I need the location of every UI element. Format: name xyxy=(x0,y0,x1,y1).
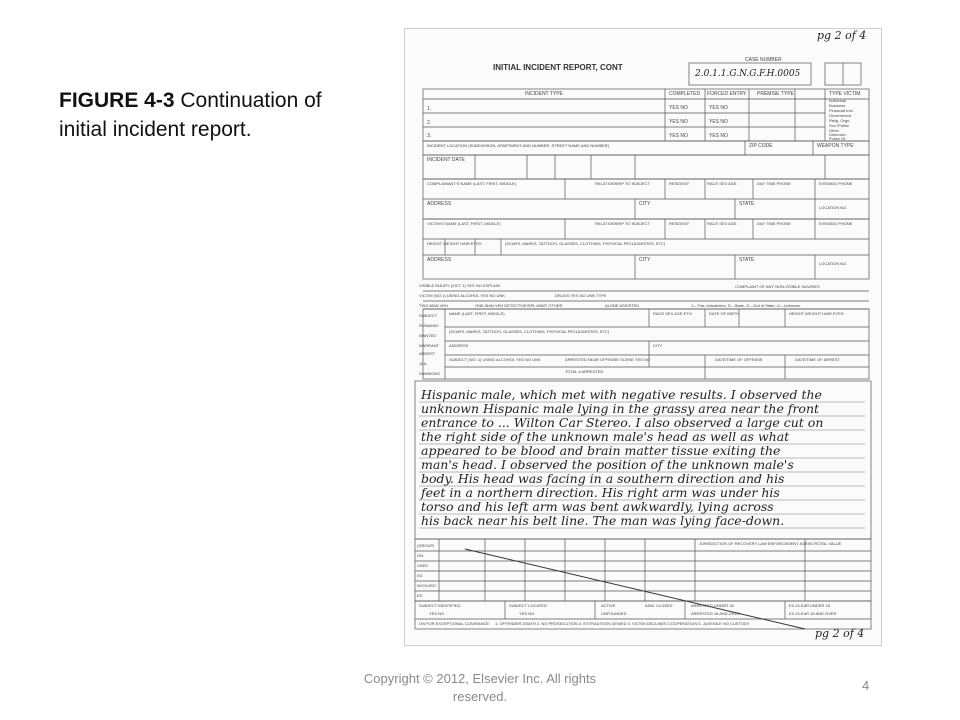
figure-label: FIGURE 4-3 xyxy=(59,89,175,112)
subject-marks-label: (SCARS, MARKS, TATTOOS, GLASSES, CLOTHING, PHYSICAL PECULIARITIES, ETC) xyxy=(449,329,610,334)
exceptional-clearance-label: ON FOR EXCEPTIONAL CLEARANCE: xyxy=(419,621,491,626)
complaint-invisible-label: COMPLAINT OF ANY NON-VISIBLE INJURIES xyxy=(735,284,820,289)
type-victim-header: TYPE VICTIM xyxy=(829,91,861,97)
row-number-1: 1. xyxy=(427,106,432,112)
figure-caption-text: Continuation of initial incident report. xyxy=(59,89,322,141)
complainant-race-sex-age: RACE SEX AGE xyxy=(707,181,737,186)
zip-code-label: ZIP CODE xyxy=(749,143,773,149)
victim-evening-phone-label: EVENING PHONE xyxy=(819,221,853,226)
incident-type-header: INCIDENT TYPE xyxy=(525,91,563,97)
visible-injury-label: VISIBLE INJURY (VICT 1) YES NO EXPLAIN xyxy=(419,283,500,288)
datetime-arrest-label: DATE/TIME OF ARREST xyxy=(795,357,840,362)
completed-header: COMPLETED xyxy=(669,91,701,97)
subject-located-label: SUBJECT LOCATED xyxy=(509,603,547,608)
scanned-report-image xyxy=(404,28,882,646)
warrant-label: WARRANT xyxy=(419,343,440,348)
arrested-under-label: ARRESTED UNDER 18 xyxy=(691,603,734,608)
left-label-group: (GROUP) xyxy=(417,543,435,548)
complainant-label: COMPLAINANT'S NAME (LAST, FIRST, MIDDLE) xyxy=(427,181,516,186)
page-marker-bottom: pg 2 of 4 xyxy=(815,627,865,640)
alone-assisted-label: ALONE ASSISTED xyxy=(605,303,640,308)
victim-resident-label: RESIDENT xyxy=(669,221,690,226)
type-victim-option-5: Relig. Orgn. xyxy=(829,118,851,123)
case-number-label: CASE NUMBER xyxy=(745,57,782,63)
victim-address-label: ADDRESS xyxy=(427,257,452,263)
type-victim-option-2: Business xyxy=(829,103,846,108)
unfounded-label: UNFOUNDED xyxy=(601,611,627,616)
narrative-line-5: appeared to be blood and brain matter tissue exiting the xyxy=(421,443,781,458)
forced-yes-no-3: YES NO xyxy=(709,133,728,139)
adm-closed-label: ADM. CLOSED xyxy=(645,603,673,608)
subject-race-sex-age-eth: RACE SEX AGE ETH xyxy=(653,311,692,316)
incident-location-label: INCIDENT LOCATION (SUBDIVISION, APARTMENT AND NUMBER, STREET NAME AND NUMBER) xyxy=(427,143,610,148)
narrative-line-2: unknown Hispanic male lying in the grassy area near the front xyxy=(421,401,820,416)
type-victim-option-3: Financial Inst. xyxy=(829,108,854,113)
subject-located-yes-no: YES NO xyxy=(519,611,535,616)
narrative-line-3: entrance to ... Wilton Car Stereo. I also observed a large cut on xyxy=(421,415,824,430)
type-victim-option-9: Police Of. xyxy=(829,136,847,141)
subject-label: SUBJECT xyxy=(419,313,438,318)
row-number-2: 2. xyxy=(427,120,432,126)
forced-entry-header: FORCED ENTRY xyxy=(707,91,747,97)
narrative-line-6: man's head. I observed the position of the unknown male's xyxy=(421,457,794,472)
form-lines xyxy=(405,29,881,645)
copyright-footer: Copyright © 2012, Elsevier Inc. All rights reserved. xyxy=(363,671,597,704)
arrest-label: ARREST xyxy=(419,351,436,356)
report-title: INITIAL INCIDENT REPORT, CONT xyxy=(493,63,623,72)
two-man-label: TWO-MAN VEH xyxy=(419,303,448,308)
victim-state-label: STATE xyxy=(739,257,755,263)
jail-label: JAIL xyxy=(419,361,428,366)
forced-yes-no-2: YES NO xyxy=(709,119,728,125)
victim-location-no-label: LOCATION NO. xyxy=(819,261,848,266)
victim-using-label: VICTIM (NO 1) USING ALCOHOL YES NO UNK xyxy=(419,293,506,298)
narrative-line-4: the right side of the unknown male's head as well as what xyxy=(421,429,790,444)
complainant-address-label: ADDRESS xyxy=(427,201,452,207)
completed-yes-no-3: YES NO xyxy=(669,133,688,139)
type-victim-option-1: Individual xyxy=(829,98,846,103)
type-victim-option-6: Soc./Public xyxy=(829,123,850,128)
type-victim-option-7: Other xyxy=(829,128,840,133)
complainant-evening-phone-label: EVENING PHONE xyxy=(819,181,853,186)
forced-yes-no-1: YES NO xyxy=(709,105,728,111)
arrested-near-label: ARRESTED NEAR OFFENSE SCENE YES NO xyxy=(565,357,651,362)
left-label-on: ON xyxy=(417,553,423,558)
subject-address-label: ADDRESS xyxy=(449,343,469,348)
complainant-resident-label: RESIDENT xyxy=(669,181,690,186)
row-number-3: 3. xyxy=(427,133,432,139)
active-label: ACTIVE xyxy=(601,603,616,608)
left-label-ed: ED xyxy=(417,573,423,578)
type-victim-option-4: Government xyxy=(829,113,852,118)
wanted-label: WANTED xyxy=(419,333,437,338)
complainant-state-label: STATE xyxy=(739,201,755,207)
subject-name-label: NAME (LAST, FIRST, MIDDLE) xyxy=(449,311,505,316)
subject-identified-label: SUBJECT IDENTIFIED xyxy=(419,603,461,608)
victim-day-phone-label: DAY TIME PHONE xyxy=(757,221,791,226)
completed-yes-no-1: YES NO xyxy=(669,105,688,111)
subject-height-weight-hair-eyes: HEIGHT WEIGHT HAIR EYES xyxy=(789,311,844,316)
premise-type-header: PREMISE TYPE xyxy=(757,91,794,97)
arrested-over-label: ARRESTED 18 AND OVER xyxy=(691,611,741,616)
victim-marks-label: (SCARS, MARKS, TATTOOS, GLASSES, CLOTHING, PHYSICAL PECULIARITIES, ETC) xyxy=(505,241,666,246)
drugs-label: DRUGS YES NO UNK TYPE xyxy=(555,293,607,298)
one-man-label: ONE-MAN VEH DETECTIVE/SPL ASMT OTHER xyxy=(475,303,563,308)
type-victim-option-8: Unknown xyxy=(829,132,846,137)
case-number: 2.0.1.1.G.N.G.F.H.0005 xyxy=(695,69,801,79)
left-label-ed-2: ED xyxy=(417,593,423,598)
complainant-day-phone-label: DAY TIME PHONE xyxy=(757,181,791,186)
total-arrested-label: TOTAL # ARRESTED xyxy=(565,369,604,374)
jurisdiction-recovery-label: JURISDICTION OF RECOVERY LAW ENFORCEMENT AGENCY xyxy=(699,541,817,546)
completed-yes-no-2: YES NO xyxy=(669,119,688,125)
left-label-involved: NVOLVED xyxy=(417,583,436,588)
page-marker-top: pg 2 of 4 xyxy=(817,29,867,42)
complainant-location-no-label: LOCATION NO. xyxy=(819,205,848,210)
victim-race-sex-age: RACE SEX AGE xyxy=(707,221,737,226)
narrative-line-1: Hispanic male, which met with negative results. I observed the xyxy=(421,387,822,402)
ex-clear-under-label: EX-CLEAR UNDER 18 xyxy=(789,603,830,608)
jurisdiction-legend: J—This Jurisdiction, S—State, O—Out of State, U—Unknown xyxy=(691,303,801,308)
incident-date-label: INCIDENT DATE xyxy=(427,157,465,163)
slide-number: 4 xyxy=(862,678,870,693)
runaway-label: RUNAWAY xyxy=(419,323,439,328)
victim-name-label: VICTIM'S NAME (LAST, FIRST, MIDDLE) xyxy=(427,221,501,226)
total-value-label: TOTAL VALUE xyxy=(815,541,842,546)
narrative-line-8: feet in a northern direction. His right arm was under his xyxy=(421,485,780,500)
figure-caption xyxy=(59,86,349,144)
subject-using-label: SUBJECT (NO. 1) USING ALCOHOL YES NO UNK xyxy=(449,357,541,362)
victim-height-weight-label: HEIGHT WEIGHT HAIR EYES xyxy=(427,241,482,246)
ex-clear-over-label: EX-CLEAR 18 AND OVER xyxy=(789,611,837,616)
narrative-line-7: body. His head was facing in a southern direction and his xyxy=(421,471,785,486)
complainant-relationship-label: RELATIONSHIP TO SUBJECT xyxy=(595,181,650,186)
victim-relationship-label: RELATIONSHIP TO SUBJECT xyxy=(595,221,650,226)
victim-city-label: CITY xyxy=(639,257,651,263)
weapon-type-label: WEAPON TYPE xyxy=(817,143,854,149)
narrative-line-9: torso and his left arm was bent awkwardly, lying across xyxy=(421,499,774,514)
complainant-city-label: CITY xyxy=(639,201,651,207)
subject-city-label: CITY xyxy=(653,343,663,348)
clearance-options: 1. OFFENDER DEATH 2. NO PROSECUTION 3. EXTRADITION DENIED 4. VICTIM DECLINES COOPERATION 5. JUVENILE NO CUSTODY xyxy=(495,621,750,626)
subject-date-of-birth: DATE OF BIRTH xyxy=(709,311,740,316)
narrative-line-10: his back near his belt line. The man was lying face-down. xyxy=(421,513,785,528)
datetime-offense-label: DATE/TIME OF OFFENSE xyxy=(715,357,763,362)
subject-identified-yes-no: YES NO xyxy=(429,611,445,616)
summons-label: SUMMONS xyxy=(419,371,440,376)
left-label-used: USED xyxy=(417,563,429,568)
